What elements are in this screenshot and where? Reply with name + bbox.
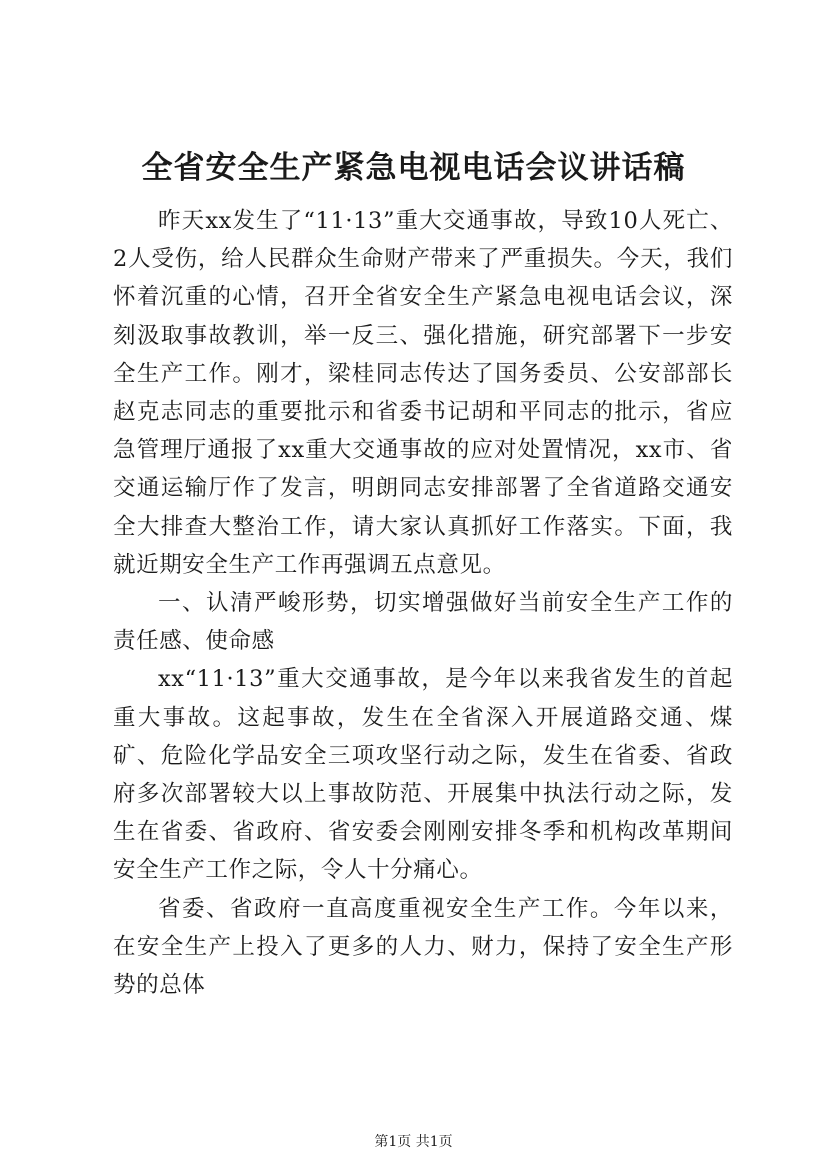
- paragraph-accident: xx“11·13”重大交通事故，是今年以来我省发生的首起重大事故。这起事故，发生在全省深入开展道路交通、煤矿、危险化学品安全三项攻坚行动之际，发生在省委、省政府多次部署较大以上事故防范、开展集中执法行动之际，发生在省委、省政府、省安委会刚刚安排冬季和机构改革期间安全生产工作之际，令人十分痛心。: [113, 666, 733, 884]
- paragraph-intro: 昨天xx发生了“11·13”重大交通事故，导致10人死亡、2人受伤，给人民群众生命财产带来了严重损失。今天，我们怀着沉重的心情，召开全省安全生产紧急电视电话会议，深刻汲取事故教训，举一反三、强化措施，研究部署下一步安全生产工作。刚才，梁桂同志传达了国务委员、公安部部长赵克志同志的重要批示和省委书记胡和平同志的批示，省应急管理厅通报了xx重大交通事故的应对处置情况，xx市、省交通运输厅作了发言，明朗同志安排部署了全省道路交通安全大排查大整治工作，请大家认真抓好工作落实。下面，我就近期安全生产工作再强调五点意见。: [113, 208, 733, 578]
- document-body: [113, 202, 733, 1004]
- page-footer: 第1页 共1页: [374, 1134, 453, 1150]
- section-heading-one: 一、认清严峻形势，切实增强做好当前安全生产工作的责任感、使命感: [113, 590, 733, 655]
- document-title: 全省安全生产紧急电视电话会议讲话稿: [141, 150, 686, 186]
- paragraph-importance: 省委、省政府一直高度重视安全生产工作。今年以来，在安全生产上投入了更多的人力、财力，保持了安全生产形势的总体: [113, 895, 733, 999]
